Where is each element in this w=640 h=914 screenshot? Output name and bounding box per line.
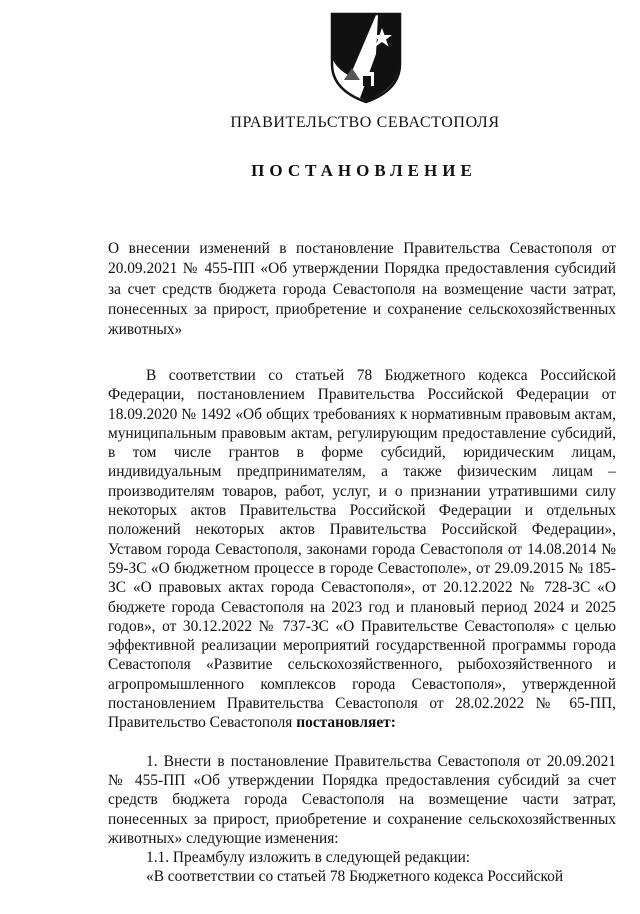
preamble-text: В соответствии со статьей 78 Бюджетного кодекса Российской Федерации, постановлением Правительства Российской Федерации от 18.09.2020 № 1492 «Об общих требованиях к нормативным правовым актам, муниципальным правовым актам, регулирующим предоставление субсидий, в том числе грантов в форме субсидий, юридическим лицам, индивидуальным предпринимателям, а также физическим лицам – производителям товаров, работ, услуг, и о признании утратившими силу некоторых актов Правительства Российской Федерации и отдельных положений некоторых актов Правительства Российской Федерации», Уставом города Севастополя, законами города Севастополя от 14.08.2014 № 59-ЗС «О бюджетном процессе в городе Севастополе», от 29.09.2015 № 185-ЗС «О правовых актах города Севастополя», от 20.12.2022 № 728-ЗС «О бюджете города Севастополя на 2023 год и плановый период 2024 и 2025 годов», от 30.12.2022 № 737-ЗС «О Правительстве Севастополя» с целью эффективной реализации мероприятий государственной программы города Севастополя «Развитие сельскохозяйственного, рыбохозяйственного и агропромышленного комплексов города Севастополя», утвержденной постановлением Правительства Севастополя от 28.02.2022 № 65-ПП, Правительство Севастополя xyxy=(108,367,616,732)
quote-start-paragraph: «В соответствии со статьей 78 Бюджетного кодекса Российской xyxy=(146,868,564,886)
preamble-paragraph xyxy=(108,366,616,733)
item-1-paragraph: 1. Внести в постановление Правительства Севастополя от 20.09.2021 № 455-ПП «Об утверждении Порядка предоставления субсидий за счет средств бюджета города Севастополя на возмещение части затрат, понесенных за прирост, приобретение и сохранение сельскохозяйственных животных» следующие изменения: xyxy=(108,752,616,847)
government-name: ПРАВИТЕЛЬСТВО СЕВАСТОПОЛЯ xyxy=(230,114,500,131)
sevastopol-coat-of-arms-icon xyxy=(330,10,402,104)
item-1-1-paragraph: 1.1. Преамбулу изложить в следующей редакции: xyxy=(146,849,471,867)
document-body xyxy=(108,366,616,887)
document-subject: О внесении изменений в постановление Правительства Севастополя от 20.09.2021 № 455-ПП «Об утверждении Порядка предоставления субсидий за счет средств бюджета города Севастополя на возмещение части затрат, понесенных за прирост, приобретение и сохранение сельскохозяйственных животных» xyxy=(108,240,616,339)
document-type-title: ПОСТАНОВЛЕНИЕ xyxy=(251,161,477,180)
decree-word: постановляет: xyxy=(296,714,396,732)
